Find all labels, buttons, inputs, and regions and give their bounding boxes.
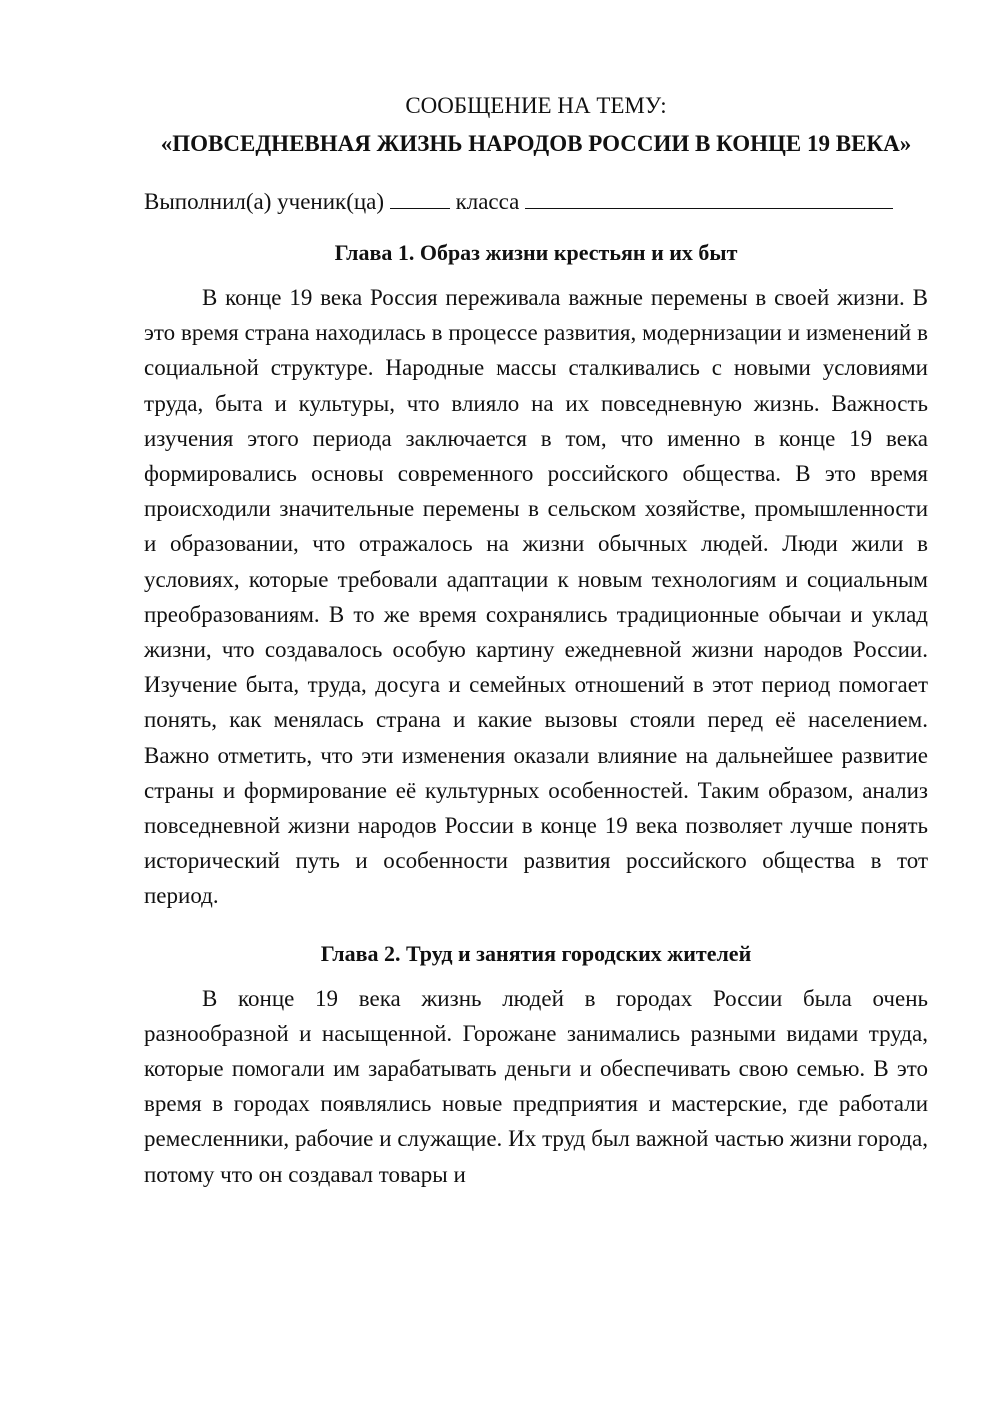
author-line — [144, 184, 928, 219]
chapter-2-paragraph: В конце 19 века жизнь людей в городах России была очень разнообразной и насыщенной. Горожане занимались разными видами труда, которые помогали им зарабатывать деньги и обеспечивать свою семью. В это время в городах появлялись новые предприятия и мастерские, где работали ремесленники, рабочие и служащие. Их труд был важной частью жизни города, потому что он создавал товары и — [144, 985, 928, 1187]
document-heading: СООБЩЕНИЕ НА ТЕМУ: — [405, 93, 667, 118]
chapter-1-title: Глава 1. Образ жизни крестьян и их быт — [334, 240, 738, 265]
chapter-1-paragraph: В конце 19 века Россия переживала важные перемены в своей жизни. В это время страна находилась в процессе развития, модернизации и изменений в социальной структуре. Народные массы сталкивались с новыми условиями труда, быта и культуры, что влияло на их повседневную жизнь. Важность изучения этого периода заключается в том, что именно в конце 19 века формировались основы современного российского общества. В это время происходили значительные перемены в сельском хозяйстве, промышленности и образовании, что отражалось на жизни обычных людей. Люди жили в условиях, которые требовали адаптации к новым технологиям и социальным преобразованиям. В то же время сохранялись традиционные обычаи и уклад жизни, что создавалось особую картину ежедневной жизни народов России. Изучение быта, труда, досуга и семейных отношений в этот период помогает понять, как менялась страна и какие вызовы стояли перед её населением. Важно отметить, что эти изменения оказали влияние на дальнейшее развитие страны и формирование её культурных особенностей. Таким образом, анализ повседневной жизни народов России в конце 19 века позволяет лучше понять исторический путь и особенности развития российского общества в тот период. — [144, 285, 928, 909]
document-title: «ПОВСЕДНЕВНАЯ ЖИЗНЬ НАРОДОВ РОССИИ В КОНЦЕ 19 ВЕКА» — [160, 131, 912, 156]
class-label: класса — [455, 189, 520, 214]
document-page — [144, 88, 928, 1192]
student-name-blank — [525, 186, 893, 209]
class-number-blank — [390, 186, 450, 209]
author-prefix: Выполнил(а) ученик(ца) — [144, 189, 385, 214]
chapter-2-title: Глава 2. Труд и занятия городских жителей — [320, 940, 752, 966]
